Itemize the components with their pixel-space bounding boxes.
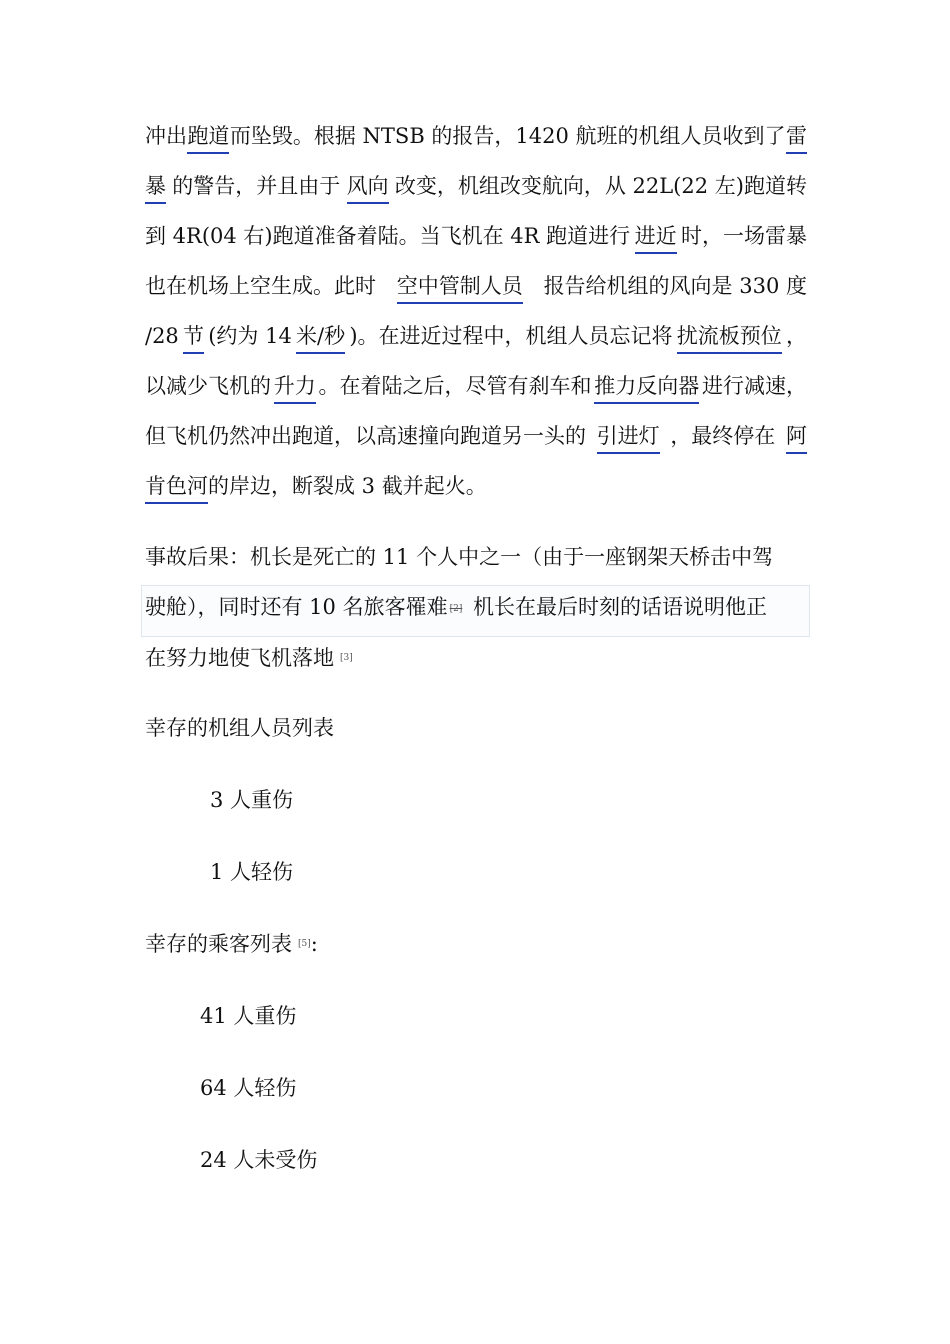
- crew-item-serious: 3 人重伤: [210, 788, 294, 812]
- paragraph-text: )。在进近过程中，机组人员忘记将: [349, 324, 673, 348]
- aftermath-line-2: [145, 592, 815, 624]
- wiki-link[interactable]: 推力反向器: [594, 371, 699, 404]
- passengers-heading: [145, 929, 815, 959]
- wiki-link[interactable]: 扰流板预位: [677, 321, 782, 354]
- passengers-heading-suffix: :: [310, 932, 318, 956]
- paragraph-text: 到 4R(04 右)跑道准备着陆。当飞机在 4R 跑道进行: [145, 224, 631, 248]
- footnote-ref-2[interactable]: [2]: [449, 603, 463, 614]
- aftermath-text-2a: 驶舱），同时还有 10 名旅客罹难: [145, 595, 448, 619]
- passengers-item-minor: 64 人轻伤: [200, 1076, 297, 1100]
- wiki-link[interactable]: 升力: [274, 371, 316, 404]
- wiki-link[interactable]: 跑道: [187, 121, 229, 154]
- wiki-link[interactable]: 雷: [786, 121, 807, 154]
- crew-item-minor: 1 人轻伤: [210, 860, 294, 884]
- paragraph-line: [145, 271, 807, 304]
- paragraph-text: 报告给机组的风向是 330 度: [543, 274, 807, 298]
- aftermath-text-3: 在努力地使飞机落地: [145, 646, 334, 670]
- paragraph-text: 的警告，并且由于: [172, 174, 341, 198]
- wiki-link[interactable]: 阿: [786, 421, 807, 454]
- paragraph-text: 时，一场雷暴: [681, 224, 807, 248]
- wiki-link[interactable]: 肯色河: [145, 471, 208, 504]
- paragraph-text: 进行减速，: [702, 374, 807, 398]
- paragraph-line: [145, 121, 807, 154]
- paragraph-text: ，最终停在: [670, 424, 776, 448]
- paragraph-text: 但飞机仍然冲出跑道，以高速撞向跑道另一头的: [145, 424, 586, 448]
- aftermath-text-2b: 机长在最后时刻的话语说明他正: [466, 595, 768, 619]
- footnote-ref-5[interactable]: [5]: [298, 939, 311, 949]
- paragraph-line: [145, 321, 807, 354]
- paragraph-line: [145, 421, 807, 454]
- paragraph-text: 。在着陆之后，尽管有刹车和: [318, 374, 592, 398]
- aftermath-line-1: 事故后果：机长是死亡的 11 个人中之一（由于一座钢架天桥击中驾: [145, 545, 774, 569]
- wiki-link[interactable]: 进近: [635, 221, 677, 254]
- paragraph-text: (约为 14: [208, 324, 292, 348]
- wiki-link[interactable]: 节: [183, 321, 204, 354]
- wiki-link[interactable]: 引进灯: [597, 421, 660, 454]
- paragraph-line: [145, 471, 815, 504]
- paragraph-text: 也在机场上空生成。此时: [145, 274, 376, 298]
- passengers-item-serious: 41 人重伤: [200, 1004, 297, 1028]
- passengers-item-uninjured: 24 人未受伤: [200, 1148, 318, 1172]
- wiki-link[interactable]: 暴: [145, 171, 166, 204]
- paragraph-line: [145, 171, 807, 204]
- paragraph-text: ，: [785, 324, 807, 348]
- paragraph-text: 以减少飞机的: [145, 374, 271, 398]
- paragraph-text: 改变，机组改变航向，从 22L(22 左)跑道转: [394, 174, 807, 198]
- footnote-ref-3[interactable]: [3]: [340, 653, 353, 663]
- passengers-heading-text: 幸存的乘客列表: [145, 932, 292, 956]
- paragraph-text: 的岸边，断裂成 3 截并起火。: [208, 474, 487, 498]
- aftermath-line-3: [145, 643, 815, 673]
- paragraph-text: /28: [145, 324, 179, 348]
- paragraph-text: 冲出: [145, 124, 187, 148]
- wiki-link[interactable]: 米/秒: [296, 321, 345, 354]
- paragraph-line: [145, 371, 807, 404]
- wiki-link[interactable]: 风向: [347, 171, 389, 204]
- wiki-link[interactable]: 空中管制人员: [397, 271, 523, 304]
- paragraph-text: 而坠毁。根据 NTSB 的报告，1420 航班的机组人员收到了: [229, 124, 786, 148]
- crew-heading: 幸存的机组人员列表: [145, 716, 334, 740]
- paragraph-line: [145, 221, 807, 254]
